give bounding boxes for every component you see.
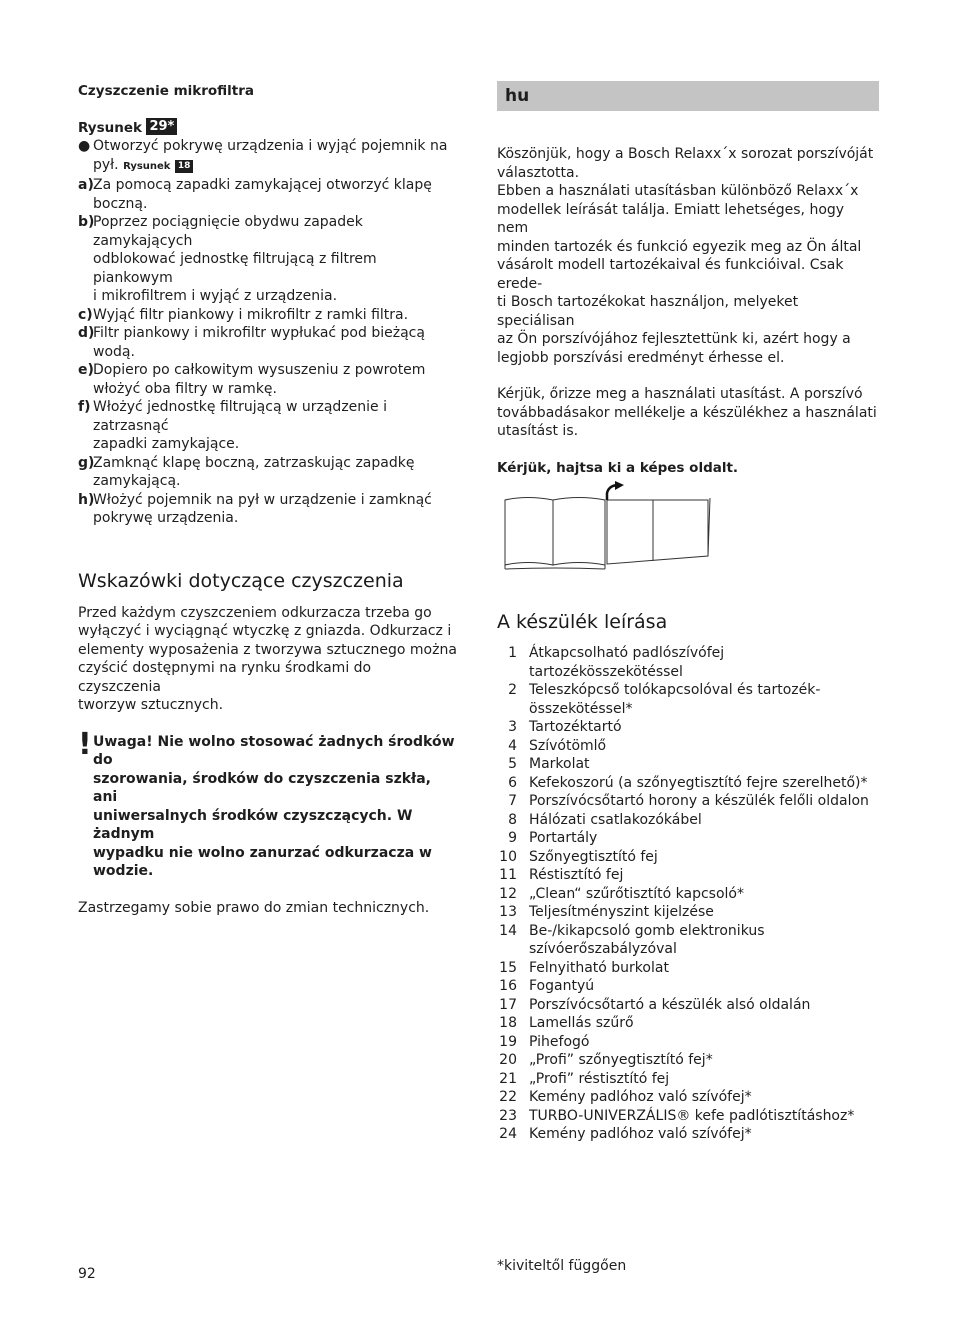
intro-line: minden tartozék és funkció egyezik meg az Ön által <box>497 238 862 255</box>
part-number: 20 <box>499 1052 517 1068</box>
part-label-line: Kemény padlóhoz való szívófej* <box>529 1126 752 1142</box>
warning-line: wypadku nie wolno zanurzać odkurzacza w wodzie. <box>93 844 432 879</box>
step-item <box>78 454 458 491</box>
part-label-line: Portartály <box>529 830 598 846</box>
part-item <box>497 829 879 848</box>
step-marker: b) <box>78 214 95 230</box>
step-marker: g) <box>78 454 95 471</box>
step-text <box>93 398 458 454</box>
part-label <box>529 792 869 811</box>
part-label-line: „Profi” szőnyegtisztító fej* <box>529 1052 713 1068</box>
step-item <box>78 324 458 361</box>
intro-paragraph <box>497 145 879 367</box>
step-text-line: zamykającą. <box>93 473 181 489</box>
right-column <box>497 81 879 1144</box>
part-item <box>497 811 879 830</box>
step-text-line: wodą. <box>93 343 135 360</box>
part-item <box>497 977 879 996</box>
step-text-line: zapadki zamykające. <box>93 436 240 452</box>
part-label-line: Szőnyegtisztító fej <box>529 848 658 865</box>
part-item <box>497 996 879 1015</box>
step-text-line: Filtr piankowy i mikrofiltr wypłukać pod bieżącą <box>93 325 425 341</box>
part-label <box>529 1125 752 1144</box>
part-item <box>497 774 879 793</box>
intro-line: Köszönjük, hogy a Bosch Relaxx´x sorozat porszívóját <box>497 146 874 162</box>
part-label-line: Szívótömlő <box>529 737 607 754</box>
part-number: 7 <box>508 793 517 809</box>
keep-line: Kérjük, őrizze meg a használati utasítást. A porszívó <box>497 386 863 402</box>
part-label-line: Felnyitható burkolat <box>529 959 669 976</box>
part-number: 16 <box>499 978 517 994</box>
step-marker: f) <box>78 399 91 415</box>
part-number: 5 <box>508 756 517 772</box>
part-number: 14 <box>499 922 517 939</box>
step-text-line: boczną. <box>93 195 148 212</box>
part-label-line: Kefekoszorú (a szőnyegtisztító fejre szerelhető)* <box>529 774 868 791</box>
part-label <box>529 737 606 756</box>
section-title: Wskazówki dotyczące czyszczenia <box>78 569 404 592</box>
part-label-line: Be-/kikapcsoló gomb elektronikus <box>529 922 765 939</box>
part-label <box>529 903 714 922</box>
step-item <box>78 398 458 454</box>
intro-line: modellek leírását találja. Emiatt lehetséges, hogy nem <box>497 201 845 236</box>
steps-list <box>78 176 458 528</box>
part-number: 23 <box>499 1107 517 1124</box>
intro-line: választotta. <box>497 164 580 181</box>
part-number: 17 <box>499 996 517 1013</box>
part-number: 11 <box>499 867 517 883</box>
part-label <box>529 1088 752 1107</box>
step-text-line: Włożyć pojemnik na pył w urządzenie i zamknąć <box>93 491 432 508</box>
intro-line: Ebben a használati utasításban különböző Relaxx´x <box>497 183 859 199</box>
part-label <box>529 848 658 867</box>
section-para-line: elementy wyposażenia z tworzywa sztucznego można <box>78 641 457 658</box>
part-item <box>497 1033 879 1052</box>
part-label <box>529 1107 854 1126</box>
keep-line: utasítást is. <box>497 423 579 439</box>
part-label <box>529 996 810 1015</box>
part-label-line: Markolat <box>529 756 590 772</box>
part-item <box>497 848 879 867</box>
section-para-line: Przed każdym czyszczeniem odkurzacza trzeba go <box>78 604 432 621</box>
step-text-line: odblokować jednostkę filtrującą z filtrem piankowym <box>93 251 377 286</box>
fold-out-note: Kérjük, hajtsa ki a képes oldalt. <box>497 459 739 476</box>
part-number: 12 <box>499 885 517 902</box>
part-label <box>529 774 868 793</box>
step-text-line: Wyjąć filtr piankowy i mikrofiltr z ramki filtra. <box>93 306 409 323</box>
bullet-text-wrap <box>93 137 458 176</box>
footnote: *kiviteltől függően <box>497 1258 627 1274</box>
bullet-text: Otworzyć pokrywę urządzenia i wyjąć pojemnik na pył. <box>93 138 448 173</box>
part-label-line: Hálózati csatlakozókábel <box>529 811 702 828</box>
bullet-icon: ● <box>78 138 91 154</box>
bullet-ref-badge: 18 <box>175 160 194 173</box>
part-label <box>529 681 820 718</box>
part-number: 13 <box>499 904 517 920</box>
step-marker: a) <box>78 177 94 193</box>
part-item <box>497 866 879 885</box>
figure-label: Rysunek <box>78 119 142 136</box>
part-label-line: szívóerőszabályzóval <box>529 941 677 957</box>
part-item <box>497 792 879 811</box>
part-label <box>529 1070 669 1089</box>
part-label <box>529 977 594 996</box>
warning-line: Uwaga! Nie wolno stosować żadnych środków do <box>93 733 455 768</box>
part-label <box>529 1033 589 1052</box>
warning-text <box>93 733 458 881</box>
step-text-line: Włożyć jednostkę filtrującą w urządzenie i zatrzasnąć <box>93 399 387 434</box>
step-marker: h) <box>78 491 95 508</box>
figure-number-badge: 29* <box>146 118 177 135</box>
step-text-line: włożyć oba filtry w ramkę. <box>93 380 277 397</box>
part-label <box>529 755 590 774</box>
fold-page-icon <box>497 481 717 573</box>
part-number: 19 <box>499 1033 517 1050</box>
part-label-line: Réstisztító fej <box>529 867 624 883</box>
part-number: 2 <box>508 682 517 698</box>
part-item <box>497 681 879 718</box>
part-item <box>497 1107 879 1126</box>
step-item <box>78 306 458 325</box>
intro-line: az Ön porszívójához fejlesztettünk ki, azért hogy a <box>497 331 851 347</box>
part-label-line: Lamellás szűrő <box>529 1015 634 1031</box>
technical-changes-note: Zastrzegamy sobie prawo do zmian technicznych. <box>78 899 430 916</box>
step-text <box>93 491 432 528</box>
part-item <box>497 718 879 737</box>
step-item <box>78 361 458 398</box>
part-label <box>529 718 622 737</box>
part-label-line: Pihefogó <box>529 1033 590 1050</box>
part-number: 8 <box>508 811 517 828</box>
bullet-step <box>78 137 458 176</box>
part-number: 6 <box>508 774 517 791</box>
part-label-line: Porszívócsőtartó horony a készülék felőli oldalon <box>529 793 869 809</box>
part-label-line: „Clean“ szűrőtisztító kapcsoló* <box>529 885 744 902</box>
step-item <box>78 176 458 213</box>
part-number: 15 <box>499 959 517 976</box>
step-text-line: Dopiero po całkowitym wysuszeniu z powrotem <box>93 362 426 378</box>
section-para-line: wyłączyć i wyciągnąć wtyczkę z gniazda. Odkurzacz i <box>78 623 452 639</box>
part-label <box>529 1051 713 1070</box>
part-label <box>529 922 765 959</box>
step-text <box>93 454 414 491</box>
microfilter-heading: Czyszczenie mikrofiltra <box>78 83 255 99</box>
part-label-line: TURBO-UNIVERZÁLIS® kefe padlótisztításhoz* <box>529 1107 855 1124</box>
step-text-line: Za pomocą zapadki zamykającej otworzyć klapę <box>93 177 432 193</box>
page-number: 92 <box>78 1266 96 1282</box>
part-label-line: Fogantyú <box>529 978 595 994</box>
part-item <box>497 1125 879 1144</box>
figure-reference <box>78 118 458 138</box>
step-text <box>93 176 432 213</box>
part-item <box>497 755 879 774</box>
left-column <box>78 82 458 917</box>
part-label <box>529 885 744 904</box>
warning-line: uniwersalnych środków czyszczących. W żadnym <box>93 807 413 842</box>
device-description-title: A készülék leírása <box>497 611 668 633</box>
part-label <box>529 811 702 830</box>
intro-line: legjobb porszívási eredményt érhesse el. <box>497 349 785 366</box>
part-label <box>529 959 669 978</box>
part-label <box>529 829 597 848</box>
step-marker: e) <box>78 362 94 378</box>
part-label <box>529 866 623 885</box>
part-number: 21 <box>499 1070 517 1087</box>
part-number: 1 <box>508 645 517 661</box>
step-text-line: i mikrofiltrem i wyjąć z urządzenia. <box>93 288 338 304</box>
step-item <box>78 213 458 306</box>
part-number: 22 <box>499 1089 517 1105</box>
part-item <box>497 737 879 756</box>
step-text <box>93 324 425 361</box>
part-number: 24 <box>499 1126 517 1142</box>
parts-list <box>497 644 879 1144</box>
part-label <box>529 1014 634 1033</box>
part-item <box>497 885 879 904</box>
keep-instructions-paragraph <box>497 385 879 441</box>
part-label-line: Teleszkópcső tolókapcsolóval és tartozék- <box>529 682 821 698</box>
keep-line: továbbadásakor mellékelje a készülékhez a használati <box>497 404 877 421</box>
part-number: 9 <box>508 830 517 846</box>
part-item <box>497 959 879 978</box>
part-item <box>497 1088 879 1107</box>
part-number: 10 <box>499 848 517 865</box>
part-label-line: „Profi” réstisztító fej <box>529 1070 670 1087</box>
warning-line: szorowania, środków do czyszczenia szkła, ani <box>93 770 431 805</box>
step-text-line: pokrywę urządzenia. <box>93 510 239 526</box>
step-marker: c) <box>78 306 93 323</box>
part-item <box>497 1070 879 1089</box>
part-label <box>529 644 879 681</box>
part-item <box>497 1014 879 1033</box>
part-item <box>497 1051 879 1070</box>
part-item <box>497 644 879 681</box>
bullet-ref-label: Rysunek <box>123 160 171 172</box>
part-number: 18 <box>499 1015 517 1031</box>
part-item <box>497 903 879 922</box>
fold-out-illustration <box>497 481 879 573</box>
part-number: 3 <box>508 719 517 735</box>
part-label-line: összekötéssel* <box>529 700 633 717</box>
part-label-line: Porszívócsőtartó a készülék alsó oldalán <box>529 996 811 1013</box>
warning-icon: ! <box>78 726 92 762</box>
step-item <box>78 491 458 528</box>
part-item <box>497 922 879 959</box>
section-para-line: czyścić dostępnymi na rynku środkami do czyszczenia <box>78 660 372 695</box>
section-paragraph <box>78 604 458 715</box>
intro-line: ti Bosch tartozékokat használjon, melyeket speciálisan <box>497 294 799 329</box>
part-label-line: Tartozéktartó <box>529 719 622 735</box>
part-number: 4 <box>508 737 517 754</box>
step-text-line: Zamknąć klapę boczną, zatrzaskując zapadkę <box>93 454 415 471</box>
step-text-line: Poprzez pociągnięcie obydwu zapadek zamykających <box>93 214 363 249</box>
language-bar: hu <box>497 81 879 111</box>
part-label-line: Átkapcsolható padlószívófej tartozékösszekötéssel <box>529 645 725 680</box>
part-label-line: Teljesítményszint kijelzése <box>529 904 714 920</box>
section-para-line: tworzyw sztucznych. <box>78 697 224 713</box>
intro-line: vásárolt modell tartozékaival és funkcióival. Csak erede- <box>497 257 844 292</box>
warning-block <box>78 726 458 881</box>
step-text <box>93 361 425 398</box>
step-text <box>93 306 408 325</box>
part-label-line: Kemény padlóhoz való szívófej* <box>529 1089 752 1105</box>
step-marker: d) <box>78 325 95 341</box>
step-text <box>93 213 458 306</box>
